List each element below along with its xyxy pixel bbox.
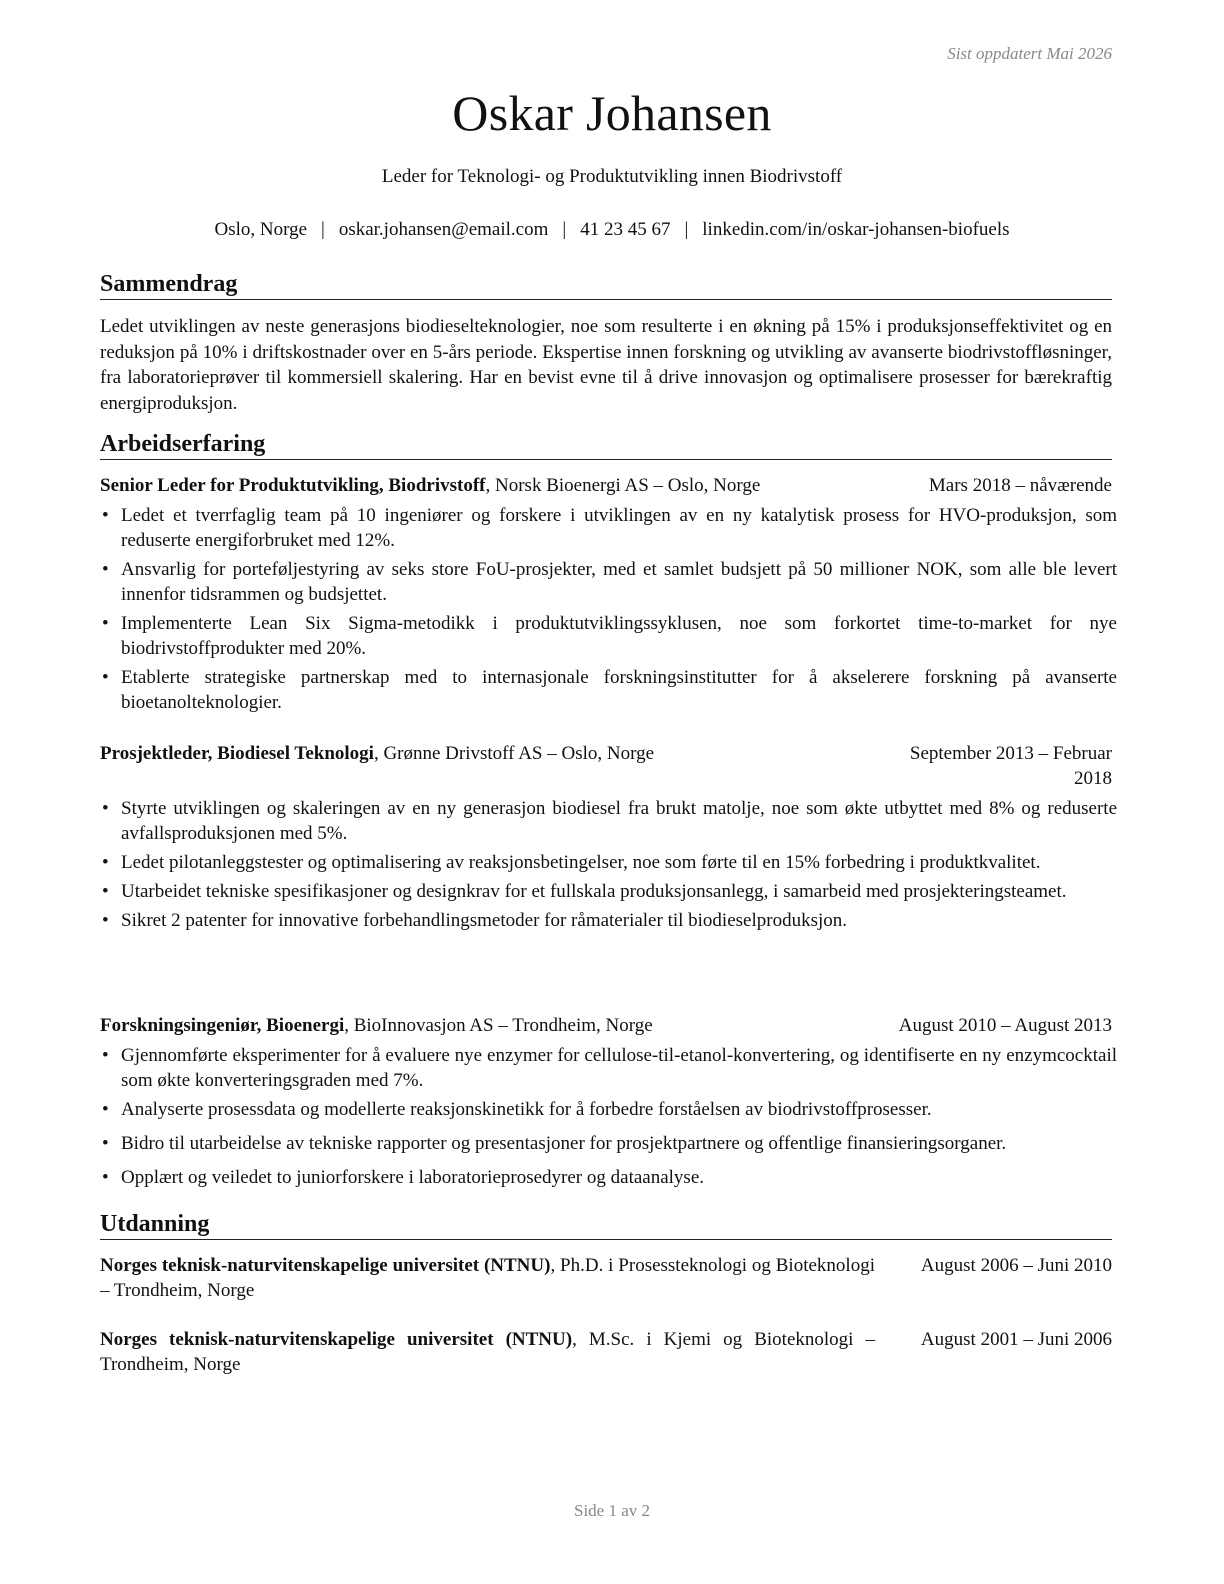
- contact-linkedin[interactable]: linkedin.com/in/oskar-johansen-biofuels: [702, 219, 1010, 240]
- page-number: Side 1 av 2: [573, 1501, 651, 1520]
- education-entry: [100, 1253, 1112, 1303]
- job-role: Senior Leder for Produktutvikling, Biodrivstoff: [100, 475, 486, 496]
- job-company: , Norsk Bioenergi AS – Oslo, Norge: [485, 475, 761, 496]
- education-heading: Utdanning: [100, 1210, 1112, 1240]
- list-item: • Opplært og veiledet to juniorforskere i laboratorieprosedyrer og dataanalyse.: [100, 1165, 1117, 1190]
- summary-heading: Sammendrag: [100, 270, 1112, 300]
- contact-phone[interactable]: 41 23 45 67: [580, 219, 671, 240]
- candidate-name: Oskar Johansen: [452, 85, 772, 141]
- job-role: Prosjektleder, Biodiesel Teknologi: [100, 743, 374, 764]
- contact-line: [0, 219, 1224, 241]
- candidate-title: Leder for Teknologi- og Produktutvikling innen Biodrivstoff: [381, 166, 843, 187]
- list-item: • Ledet pilotanleggstester og optimalisering av reaksjonsbetingelser, noe som førte til en 15% forbedring i produktkvalitet.: [100, 850, 1117, 875]
- job-header: [100, 741, 1112, 791]
- list-item: • Styrte utviklingen og skaleringen av en ny generasjon biodiesel fra brukt matolje, noe som økte utbyttet med 8% og reduserte avfallsproduksjonen med 5%.: [100, 796, 1117, 846]
- job-header: [100, 473, 1112, 498]
- contact-separator: |: [684, 219, 689, 240]
- job-dates: Mars 2018 – nåværende: [928, 475, 1112, 496]
- job-bullets: [100, 1043, 1117, 1190]
- job-header: [100, 1013, 1112, 1038]
- job-bullets: [100, 503, 1117, 715]
- list-item: • Gjennomførte eksperimenter for å evaluere nye enzymer for cellulose-til-etanol-konvertering, og identifiserte en ny enzymcocktail som økte konverteringsgraden med 7%.: [100, 1043, 1117, 1093]
- contact-separator: |: [562, 219, 567, 240]
- job-company: , Grønne Drivstoff AS – Oslo, Norge: [373, 743, 655, 764]
- contact-location: Oslo, Norge: [214, 219, 308, 240]
- list-item: • Bidro til utarbeidelse av tekniske rapporter og presentasjoner for prosjektpartnere og offentlige finansieringsorganer.: [100, 1131, 1117, 1156]
- summary-text: Ledet utviklingen av neste generasjons biodieselteknologier, noe som resulterte i en økning på 15% i produksjonseffektivitet og en reduksjon på 10% i driftskostnader over en 5-års periode. Ekspertise innen forskning og utvikling av avanserte biodrivstoffløsninger, fra laboratorieprøver til kommersiell skalering. Har en bevist evne til å drive innovasjon og optimalisere prosesser for bærekraftig energiproduksjon.: [100, 316, 1112, 414]
- list-item: • Ledet et tverrfaglig team på 10 ingeniører og forskere i utviklingen av en ny katalytisk prosess for HVO-produksjon, som reduserte energiforbruket med 12%.: [100, 503, 1117, 553]
- job-dates: September 2013 – Februar 2018: [909, 743, 1112, 789]
- education-dates: August 2006 – Juni 2010: [920, 1255, 1112, 1276]
- contact-separator: |: [321, 219, 325, 240]
- job-bullets: [100, 796, 1117, 933]
- education-detail: , M.Sc. i Kjemi og Bioteknologi – Trondheim, Norge: [100, 1329, 875, 1375]
- contact-email[interactable]: oskar.johansen@email.com: [338, 219, 549, 240]
- job-role: Forskningsingeniør, Bioenergi: [100, 1015, 345, 1036]
- experience-heading: Arbeidserfaring: [100, 430, 1112, 460]
- job-company: , BioInnovasjon AS – Trondheim, Norge: [344, 1015, 653, 1036]
- job-dates: August 2010 – August 2013: [898, 1015, 1112, 1036]
- list-item: • Sikret 2 patenter for innovative forbehandlingsmetoder for råmaterialer til biodieselproduksjon.: [100, 908, 1117, 933]
- education-dates: August 2001 – Juni 2006: [920, 1329, 1112, 1350]
- last-updated-note: Sist oppdatert Mai 2026: [947, 44, 1112, 63]
- education-detail: , Ph.D. i Prosessteknologi og Bioteknologi – Trondheim, Norge: [100, 1255, 875, 1301]
- education-school: Norges teknisk-naturvitenskapelige universitet (NTNU): [100, 1255, 551, 1276]
- education-school: Norges teknisk-naturvitenskapelige universitet (NTNU): [100, 1329, 573, 1350]
- list-item: • Analyserte prosessdata og modellerte reaksjonskinetikk for å forbedre forståelsen av biodrivstoffprosesser.: [100, 1097, 1117, 1122]
- list-item: • Utarbeidet tekniske spesifikasjoner og designkrav for et fullskala produksjonsanlegg, i samarbeid med prosjekteringsteamet.: [100, 879, 1117, 904]
- list-item: • Ansvarlig for porteføljestyring av seks store FoU-prosjekter, med et samlet budsjett på 50 millioner NOK, som alle ble levert innenfor tidsrammen og budsjettet.: [100, 557, 1117, 607]
- education-entry: [100, 1327, 1112, 1377]
- list-item: • Etablerte strategiske partnerskap med to internasjonale forskningsinstitutter for å akselerere forskning på avanserte bioetanolteknologier.: [100, 665, 1117, 715]
- list-item: • Implementerte Lean Six Sigma-metodikk i produktutviklingssyklusen, noe som forkortet time-to-market for nye biodrivstoffprodukter med 20%.: [100, 611, 1117, 661]
